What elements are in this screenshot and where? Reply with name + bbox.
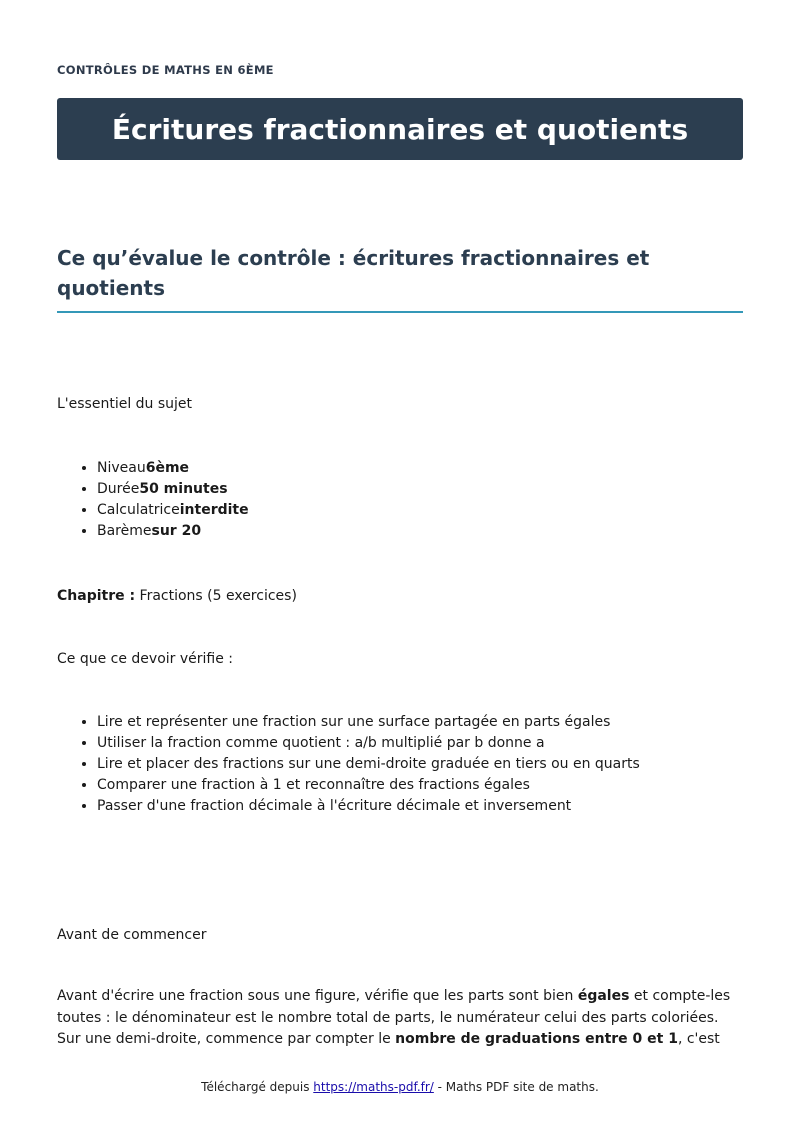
list-item: • Passer d'une fraction décimale à l'écriture décimale et inversement (97, 796, 640, 817)
avant-heading: Avant de commencer (57, 927, 207, 943)
essentiel-heading: L'essentiel du sujet (57, 396, 193, 412)
page-title: Écritures fractionnaires et quotients (111, 112, 689, 146)
footer-link[interactable]: https://maths-pdf.fr/ (313, 1080, 434, 1094)
item-label: Niveau (97, 460, 146, 476)
item-value: 6ème (145, 460, 190, 476)
list-item (97, 458, 249, 479)
chapitre-value: Fractions (5 exercices) (135, 588, 297, 604)
footer-prefix: Téléchargé depuis (201, 1080, 314, 1094)
item-value: 50 minutes (139, 481, 228, 497)
list-item (97, 521, 249, 542)
list-item (97, 479, 249, 500)
title-banner (57, 98, 743, 160)
list-item (97, 500, 249, 521)
verifie-heading: Ce que ce devoir vérifie : (57, 651, 234, 667)
item-value: interdite (179, 502, 249, 518)
list-item: • Lire et placer des fractions sur une demi-droite graduée en tiers ou en quarts (97, 754, 640, 775)
para-text: , c'est (677, 1031, 720, 1047)
avant-paragraph (57, 986, 743, 1051)
verifie-list (57, 712, 640, 817)
item-label: Durée (97, 481, 140, 497)
footer-suffix: - Maths PDF site de maths. (433, 1080, 599, 1094)
essentiel-list (57, 458, 249, 542)
chapitre-line (57, 586, 297, 607)
section-title: Ce qu’évalue le contrôle : écritures fractionnaires et quotients (57, 243, 743, 313)
para-bold: égales (577, 988, 630, 1004)
list-item: • Comparer une fraction à 1 et reconnaître des fractions égales (97, 775, 640, 796)
list-item: • Utiliser la fraction comme quotient : a/b multiplié par b donne a (97, 733, 640, 754)
item-label: Barème (97, 523, 152, 539)
footer (0, 1080, 800, 1094)
item-label: Calculatrice (97, 502, 180, 518)
list-item: • Lire et représenter une fraction sur une surface partagée en parts égales (97, 712, 640, 733)
item-value: sur 20 (151, 523, 202, 539)
para-bold: nombre de graduations entre 0 et 1 (395, 1031, 678, 1047)
para-text: et compte-les toutes : le dénominateur est le nombre total de parts, le numérateur celui des parts coloriées. Sur une demi-droite, commence par compter le (57, 988, 731, 1047)
chapitre-label: Chapitre : (57, 588, 136, 604)
para-text: Avant d'écrire une fraction sous une figure, vérifie que les parts sont bien (57, 988, 578, 1004)
top-label: CONTRÔLES DE MATHS EN 6ÈME (57, 63, 274, 77)
